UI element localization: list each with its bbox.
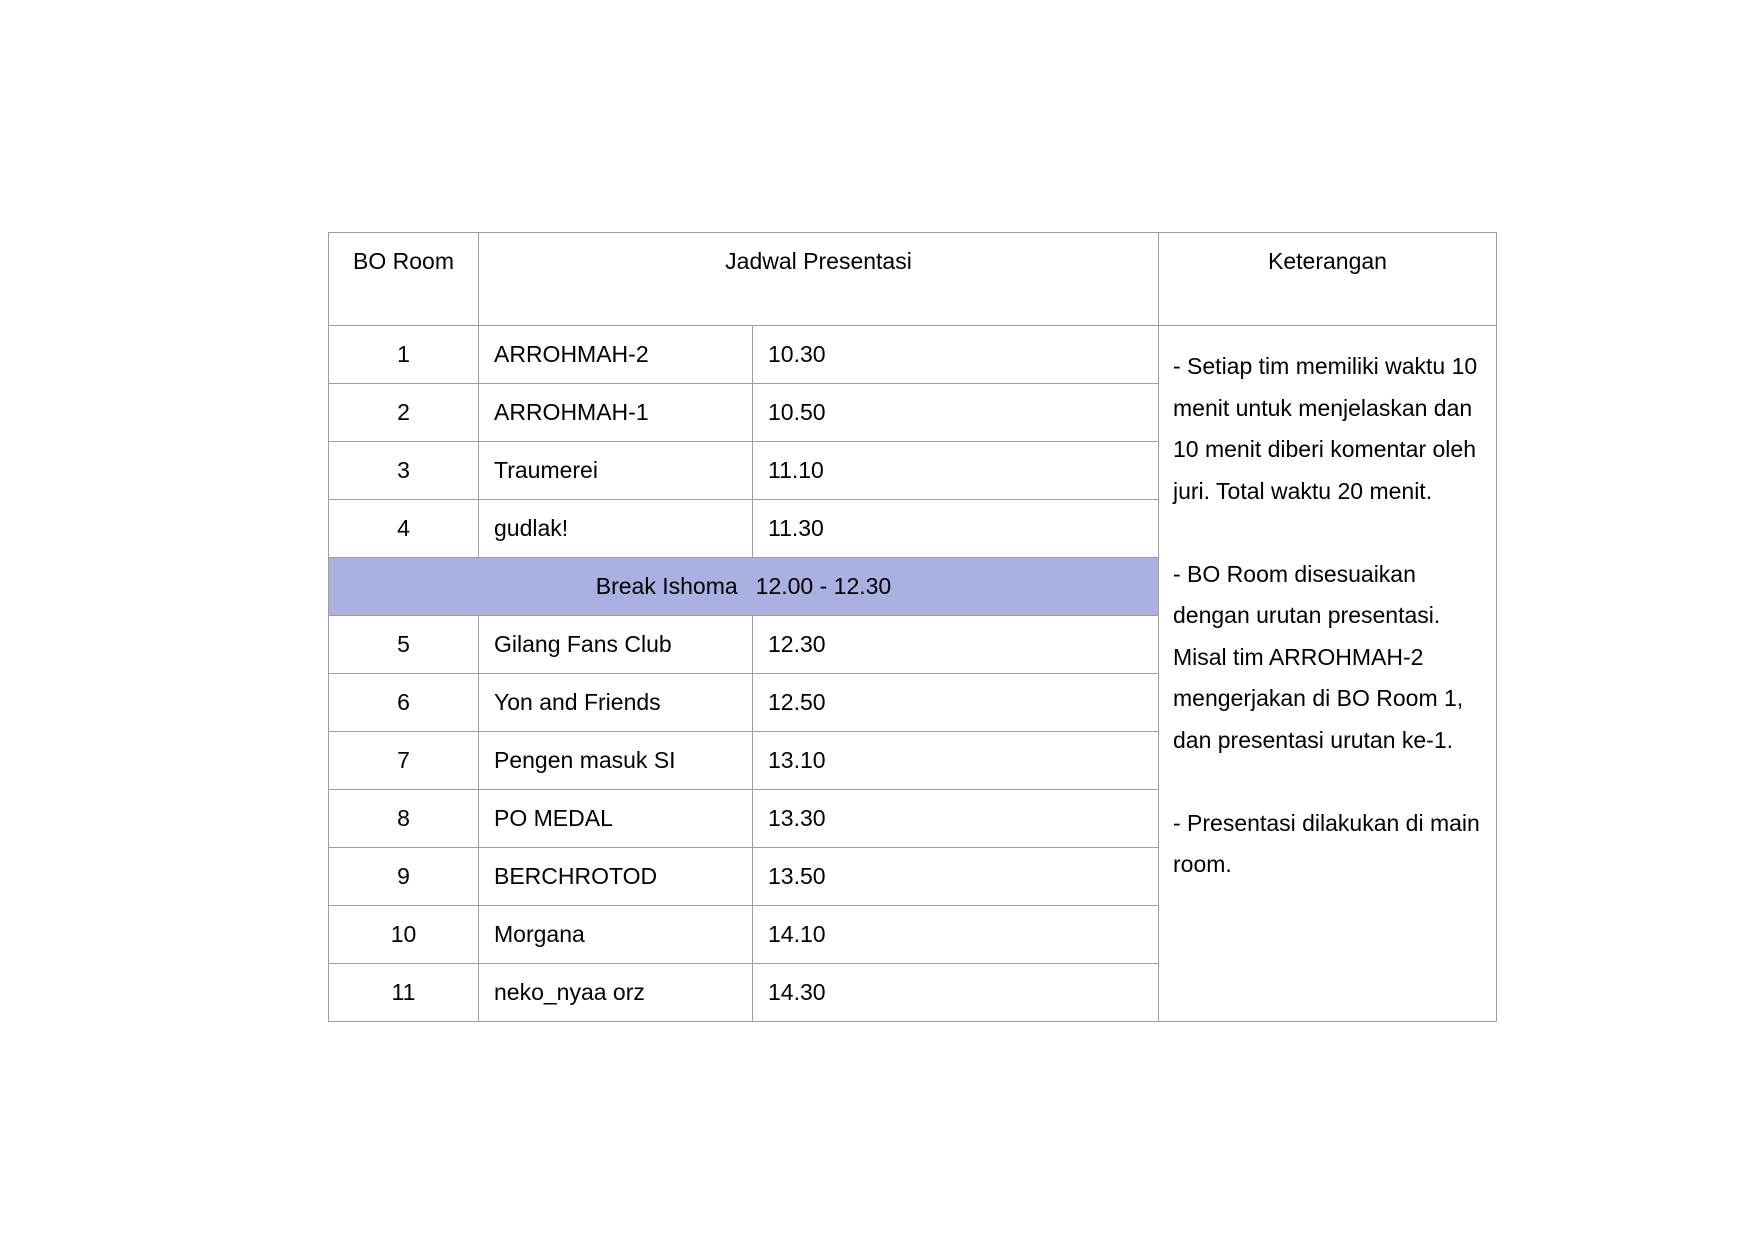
break-time: 12.00 - 12.30 bbox=[755, 573, 892, 599]
presentation-time: 11.10 bbox=[753, 442, 1159, 500]
team-name: Traumerei bbox=[479, 442, 753, 500]
presentation-time: 12.50 bbox=[753, 674, 1159, 732]
room-number: 3 bbox=[329, 442, 479, 500]
presentation-time: 10.30 bbox=[753, 326, 1159, 384]
team-name: Pengen masuk SI bbox=[479, 732, 753, 790]
room-number: 9 bbox=[329, 848, 479, 906]
table-row bbox=[329, 326, 1497, 384]
team-name: Yon and Friends bbox=[479, 674, 753, 732]
team-name: gudlak! bbox=[479, 500, 753, 558]
team-name: neko_nyaa orz bbox=[479, 964, 753, 1022]
team-name: Morgana bbox=[479, 906, 753, 964]
presentation-time: 14.30 bbox=[753, 964, 1159, 1022]
schedule-table bbox=[328, 232, 1497, 1022]
room-number: 7 bbox=[329, 732, 479, 790]
header-notes: Keterangan bbox=[1159, 233, 1497, 326]
header-schedule: Jadwal Presentasi bbox=[479, 233, 1159, 326]
presentation-time: 13.50 bbox=[753, 848, 1159, 906]
header-row bbox=[329, 233, 1497, 326]
room-number: 6 bbox=[329, 674, 479, 732]
presentation-time: 13.10 bbox=[753, 732, 1159, 790]
break-label: Break Ishoma bbox=[595, 573, 738, 599]
room-number: 8 bbox=[329, 790, 479, 848]
presentation-time: 12.30 bbox=[753, 616, 1159, 674]
team-name: ARROHMAH-2 bbox=[479, 326, 753, 384]
team-name: BERCHROTOD bbox=[479, 848, 753, 906]
team-name: Gilang Fans Club bbox=[479, 616, 753, 674]
presentation-time: 10.50 bbox=[753, 384, 1159, 442]
room-number: 10 bbox=[329, 906, 479, 964]
note-duration: - Setiap tim memiliki waktu 10 menit untuk menjelaskan dan 10 menit diberi komentar oleh juri. Total waktu 20 menit. bbox=[1173, 353, 1478, 504]
notes-cell bbox=[1159, 326, 1497, 1022]
presentation-time: 11.30 bbox=[753, 500, 1159, 558]
room-number: 5 bbox=[329, 616, 479, 674]
break-cell bbox=[329, 558, 1159, 616]
room-number: 4 bbox=[329, 500, 479, 558]
room-number: 1 bbox=[329, 326, 479, 384]
team-name: ARROHMAH-1 bbox=[479, 384, 753, 442]
room-number: 11 bbox=[329, 964, 479, 1022]
room-number: 2 bbox=[329, 384, 479, 442]
note-room-order: - BO Room disesuaikan dengan urutan presentasi. Misal tim ARROHMAH-2 mengerjakan di BO Room 1, dan presentasi urutan ke-1. bbox=[1173, 560, 1464, 753]
team-name: PO MEDAL bbox=[479, 790, 753, 848]
presentation-time: 14.10 bbox=[753, 906, 1159, 964]
presentation-time: 13.30 bbox=[753, 790, 1159, 848]
header-bo-room: BO Room bbox=[329, 233, 479, 326]
note-main-room: - Presentasi dilakukan di main room. bbox=[1173, 809, 1480, 877]
